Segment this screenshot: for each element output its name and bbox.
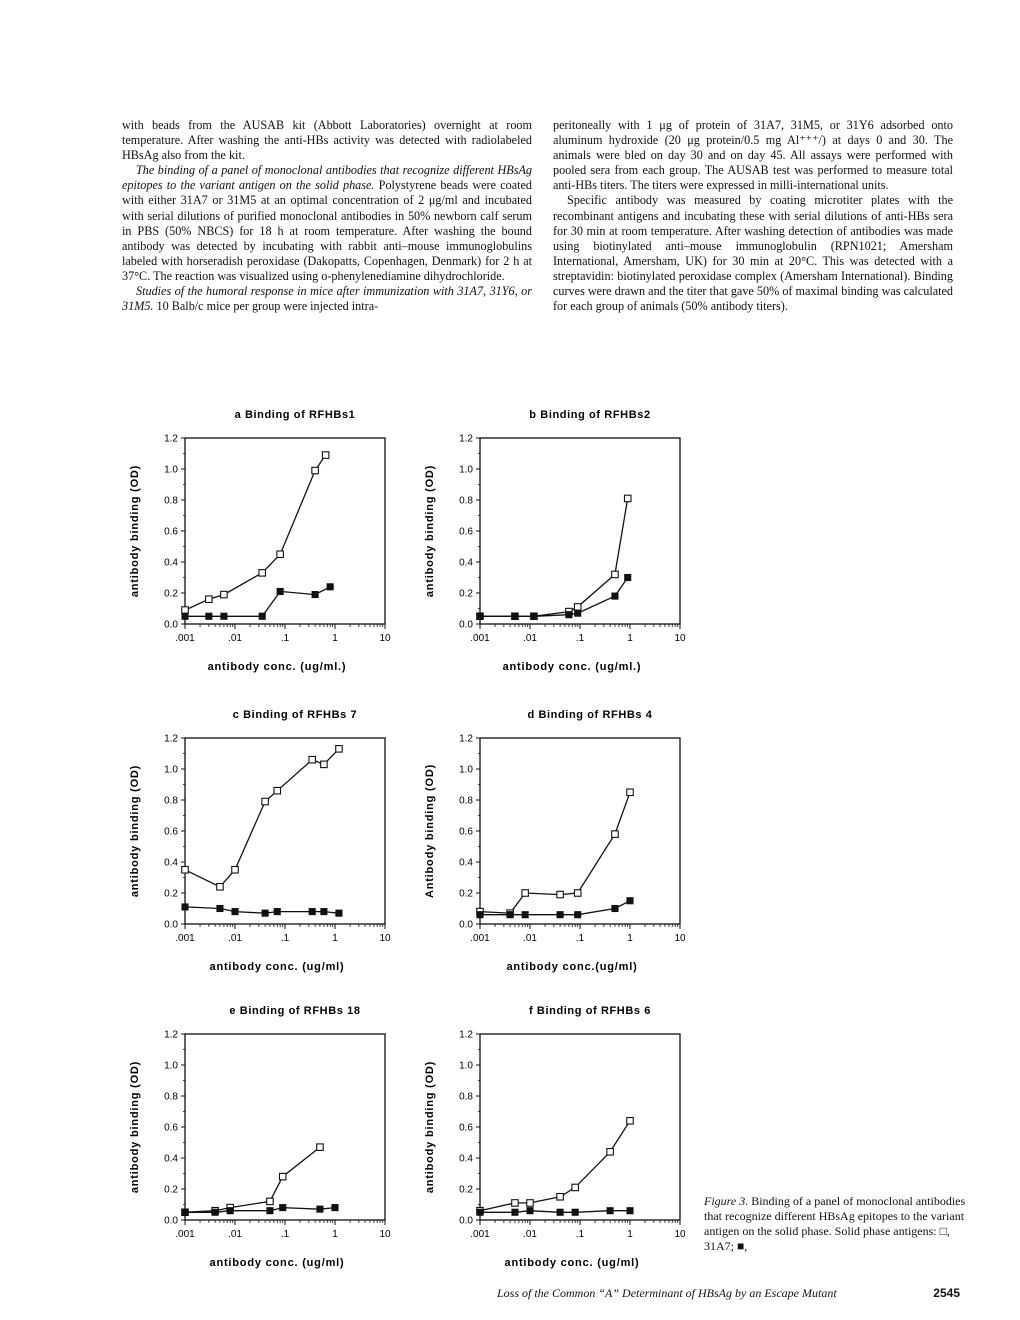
x-tick-label: .001 (175, 633, 195, 644)
paragraph: peritoneally with 1 μg of protein of 31A7, 31M5, or 31Y6 adsorbed onto aluminum hydroxide (20 μg protein/0.5 mg Al⁺⁺⁺/) at days 0 and 30. The animals were bled on day 30 and on day 45. All assays were performed with pooled sera from each group. The AUSAB test was performed to measure total anti-HBs titers. The titers were expressed in milli-international units. (553, 118, 953, 193)
y-tick-label: 1.2 (459, 1029, 473, 1041)
chart-title: a Binding of RFHBs1 (234, 409, 356, 421)
y-tick-label: 0.4 (459, 857, 473, 869)
y-tick-label: 0.6 (164, 526, 178, 538)
figure-label: Figure 3. (704, 1194, 749, 1208)
y-tick-label: 1.2 (164, 733, 178, 745)
data-point-filled-square (557, 912, 563, 918)
x-tick-label: .1 (575, 933, 585, 944)
x-tick-label: .01 (228, 633, 242, 644)
x-tick-label: .001 (470, 1229, 490, 1240)
running-title: Loss of the Common “A” Determinant of HBsAg by an Escape Mutant (497, 1286, 837, 1300)
data-point-filled-square (522, 912, 528, 918)
data-point-filled-square (277, 588, 283, 594)
data-point-filled-square (182, 904, 188, 910)
data-point-open-square (321, 761, 328, 768)
y-tick-label: 0.6 (459, 526, 473, 538)
paragraph-body: Polystyrene beads were coated with either 31A7 or 31M5 at an optimal concentration of 2 μg/ml and incubated with serial dilutions of purified monoclonal antibodies in 50% newborn calf serum in PBS (50% NBCS) for 18 h at room temperature. After washing the bound antibody was detected by incubating with rabbit anti–mouse immunoglobulins labeled with horseradish peroxidase (Dakopatts, Copenhagen, Denmark) for 2 h at 37°C. The reaction was visualized using o-phenylenediamine dihydrochloride. (122, 178, 532, 283)
figure-caption (704, 1194, 966, 1254)
paragraph-heading: The binding of a panel of monoclonal antibodies that recognize different HBsAg epitopes to the variant antigen on the solid phase. (122, 163, 532, 193)
x-tick-label: .1 (280, 933, 290, 944)
data-point-open-square (232, 867, 239, 874)
chart-panel-a (115, 400, 415, 682)
x-axis-label: antibody conc. (ug/ml.) (207, 661, 347, 673)
y-tick-label: 1.0 (164, 1060, 178, 1072)
paragraph-body: 10 Balb/c mice per group were injected intra- (153, 299, 379, 314)
data-point-filled-square (259, 613, 265, 619)
data-point-filled-square (182, 613, 188, 619)
data-point-open-square (574, 604, 581, 611)
y-tick-label: 0.2 (459, 888, 473, 900)
y-tick-label: 0.4 (164, 857, 178, 869)
chart-panel-f (410, 996, 710, 1278)
data-point-open-square (627, 1118, 634, 1125)
data-point-open-square (322, 452, 329, 459)
chart-title: f Binding of RFHBs 6 (529, 1005, 651, 1017)
data-point-open-square (259, 570, 266, 577)
data-point-open-square (557, 1194, 564, 1201)
series-line-31a7 (185, 455, 326, 610)
x-tick-label: .001 (470, 633, 490, 644)
x-tick-label: 10 (674, 933, 686, 944)
chart-title: e Binding of RFHBs 18 (229, 1005, 361, 1017)
data-point-filled-square (327, 584, 333, 590)
y-tick-label: 1.0 (164, 464, 178, 476)
x-tick-label: 1 (627, 933, 633, 944)
data-point-filled-square (332, 1205, 338, 1211)
paragraph-heading: Studies of the humoral response in mice after immunization with 31A7, 31Y6, or 31M5. (122, 284, 532, 314)
data-point-open-square (572, 1184, 579, 1191)
data-point-filled-square (212, 1209, 218, 1215)
data-point-filled-square (612, 906, 618, 912)
plot-frame (185, 1034, 385, 1220)
x-tick-label: 1 (627, 1229, 633, 1240)
data-point-open-square (607, 1149, 614, 1156)
page-footer (497, 1286, 960, 1301)
data-point-filled-square (575, 912, 581, 918)
data-point-filled-square (267, 1208, 273, 1214)
x-tick-label: 1 (332, 633, 338, 644)
data-point-filled-square (477, 912, 483, 918)
data-point-filled-square (612, 593, 618, 599)
y-tick-label: 0.0 (459, 919, 473, 931)
data-point-filled-square (557, 1209, 563, 1215)
y-tick-label: 1.0 (164, 764, 178, 776)
y-tick-label: 1.0 (459, 1060, 473, 1072)
series-line-31a7 (185, 1147, 320, 1212)
y-tick-label: 0.8 (459, 1091, 473, 1103)
y-tick-label: 0.8 (164, 1091, 178, 1103)
data-point-filled-square (572, 1209, 578, 1215)
paragraph: with beads from the AUSAB kit (Abbott Laboratories) overnight at room temperature. After washing the anti-HBs activity was detected with radiolabeled HBsAg also from the kit. (122, 118, 532, 163)
data-point-filled-square (477, 613, 483, 619)
data-point-filled-square (274, 909, 280, 915)
data-point-filled-square (512, 1209, 518, 1215)
plot-frame (480, 438, 680, 624)
y-axis-label: antibody binding (OD) (424, 464, 436, 598)
y-tick-label: 0.0 (459, 1215, 473, 1227)
data-point-open-square (221, 591, 228, 598)
y-tick-label: 0.2 (459, 588, 473, 600)
data-point-filled-square (566, 612, 572, 618)
y-axis-label: antibody binding (OD) (129, 1060, 141, 1194)
x-tick-label: 1 (627, 633, 633, 644)
x-tick-label: 10 (379, 1229, 391, 1240)
data-point-open-square (279, 1173, 286, 1180)
plot-frame (185, 738, 385, 924)
chart-panel-b (410, 400, 710, 682)
data-point-filled-square (206, 613, 212, 619)
x-tick-label: .001 (175, 933, 195, 944)
data-point-open-square (336, 746, 343, 753)
paragraph (122, 163, 532, 284)
chart-title: b Binding of RFHBs2 (529, 409, 651, 421)
data-point-open-square (527, 1200, 534, 1207)
text-column-right (553, 118, 953, 314)
data-point-open-square (627, 789, 634, 796)
y-tick-label: 0.4 (459, 557, 473, 569)
data-point-filled-square (317, 1206, 323, 1212)
x-tick-label: .01 (523, 933, 537, 944)
data-point-open-square (274, 787, 281, 794)
y-tick-label: 0.8 (459, 795, 473, 807)
x-tick-label: .01 (523, 1229, 537, 1240)
y-tick-label: 1.2 (164, 433, 178, 445)
data-point-open-square (557, 891, 564, 898)
y-tick-label: 0.0 (164, 619, 178, 631)
y-tick-label: 0.2 (459, 1184, 473, 1196)
data-point-filled-square (507, 912, 513, 918)
paragraph: Specific antibody was measured by coating microtiter plates with the recombinant antigens and incubating these with serial dilutions of anti-HBs sera for 30 min at room temperature. After washing detection of antibodies was made using biotinylated anti–mouse immunoglobulin (RPN1021; Amersham International, Amersham, UK) for 30 min at 20°C. This was detected with a streptavidin: biotinylated peroxidase complex (Amersham International). Binding curves were drawn and the titer that gave 50% of maximal binding was calculated for each group of animals (50% antibody titers). (553, 193, 953, 314)
data-point-filled-square (607, 1208, 613, 1214)
series-line-31a7 (480, 498, 628, 616)
x-tick-label: .01 (228, 933, 242, 944)
data-point-filled-square (627, 898, 633, 904)
data-point-open-square (612, 571, 619, 578)
y-axis-label: antibody binding (OD) (129, 764, 141, 898)
data-point-open-square (512, 1200, 519, 1207)
y-tick-label: 0.6 (164, 1122, 178, 1134)
y-tick-label: 1.0 (459, 464, 473, 476)
x-tick-label: .001 (175, 1229, 195, 1240)
data-point-filled-square (309, 909, 315, 915)
y-tick-label: 0.8 (459, 495, 473, 507)
y-tick-label: 0.4 (164, 557, 178, 569)
plot-frame (185, 438, 385, 624)
data-point-filled-square (527, 1208, 533, 1214)
data-point-filled-square (280, 1205, 286, 1211)
y-tick-label: 0.2 (164, 888, 178, 900)
data-point-open-square (574, 890, 581, 897)
plot-frame (480, 1034, 680, 1220)
x-tick-label: 1 (332, 933, 338, 944)
data-point-filled-square (182, 1209, 188, 1215)
y-axis-label: Antibody binding (OD) (424, 763, 436, 899)
x-tick-label: 10 (674, 633, 686, 644)
y-axis-label: antibody binding (OD) (129, 464, 141, 598)
y-tick-label: 0.8 (164, 795, 178, 807)
data-point-open-square (262, 798, 269, 805)
chart-title: c Binding of RFHBs 7 (232, 709, 358, 721)
text-column-left (122, 118, 532, 314)
y-tick-label: 0.0 (459, 619, 473, 631)
x-tick-label: 10 (379, 933, 391, 944)
data-point-open-square (317, 1144, 324, 1151)
data-point-filled-square (627, 1208, 633, 1214)
y-tick-label: 0.8 (164, 495, 178, 507)
x-axis-label: antibody conc. (ug/ml) (209, 961, 345, 973)
series-line-31a7 (185, 749, 339, 887)
x-tick-label: .01 (523, 633, 537, 644)
x-tick-label: 10 (674, 1229, 686, 1240)
x-tick-label: .1 (575, 633, 585, 644)
data-point-filled-square (512, 613, 518, 619)
y-tick-label: 0.0 (164, 1215, 178, 1227)
series-line-31a7 (480, 1121, 630, 1211)
data-point-filled-square (217, 906, 223, 912)
data-point-open-square (182, 867, 189, 874)
data-point-filled-square (262, 910, 268, 916)
data-point-open-square (267, 1198, 274, 1205)
data-point-filled-square (227, 1208, 233, 1214)
paragraph (122, 284, 532, 314)
data-point-open-square (217, 884, 224, 891)
y-tick-label: 1.2 (459, 433, 473, 445)
y-tick-label: 0.4 (459, 1153, 473, 1165)
y-tick-label: 0.6 (164, 826, 178, 838)
data-point-filled-square (625, 575, 631, 581)
y-tick-label: 0.2 (164, 588, 178, 600)
data-point-open-square (206, 596, 213, 603)
chart-title: d Binding of RFHBs 4 (527, 709, 653, 721)
x-tick-label: 10 (379, 633, 391, 644)
y-tick-label: 0.4 (164, 1153, 178, 1165)
data-point-open-square (182, 607, 189, 614)
data-point-open-square (312, 467, 319, 474)
x-tick-label: .1 (280, 633, 290, 644)
data-point-open-square (277, 551, 284, 558)
x-tick-label: .1 (280, 1229, 290, 1240)
data-point-filled-square (336, 910, 342, 916)
x-tick-label: .1 (575, 1229, 585, 1240)
y-tick-label: 1.2 (459, 733, 473, 745)
x-tick-label: 1 (332, 1229, 338, 1240)
y-tick-label: 0.6 (459, 826, 473, 838)
y-tick-label: 0.6 (459, 1122, 473, 1134)
y-tick-label: 0.0 (164, 919, 178, 931)
page-number: 2545 (933, 1286, 960, 1300)
data-point-open-square (612, 831, 619, 838)
data-point-filled-square (221, 613, 227, 619)
data-point-filled-square (575, 610, 581, 616)
y-tick-label: 0.2 (164, 1184, 178, 1196)
chart-panel-d (410, 700, 710, 982)
chart-panel-e (115, 996, 415, 1278)
x-axis-label: antibody conc. (ug/ml.) (502, 661, 642, 673)
data-point-open-square (309, 756, 316, 763)
y-axis-label: antibody binding (OD) (424, 1060, 436, 1194)
data-point-filled-square (312, 592, 318, 598)
x-axis-label: antibody conc. (ug/ml) (504, 1257, 640, 1269)
y-tick-label: 1.0 (459, 764, 473, 776)
series-line-31a7 (480, 792, 630, 913)
x-axis-label: antibody conc. (ug/ml) (209, 1257, 345, 1269)
chart-panel-c (115, 700, 415, 982)
caption-text: Binding of a panel of monoclonal antibodies that recognize different HBsAg epitopes to the variant antigen on the solid phase. Solid phase antigens: □, 31A7; ■, (704, 1194, 966, 1253)
data-point-filled-square (477, 1209, 483, 1215)
x-axis-label: antibody conc.(ug/ml) (506, 961, 638, 973)
y-tick-label: 1.2 (164, 1029, 178, 1041)
x-tick-label: .01 (228, 1229, 242, 1240)
data-point-filled-square (321, 909, 327, 915)
data-point-open-square (624, 495, 631, 502)
data-point-filled-square (232, 909, 238, 915)
data-point-filled-square (531, 613, 537, 619)
data-point-open-square (522, 890, 529, 897)
x-tick-label: .001 (470, 933, 490, 944)
